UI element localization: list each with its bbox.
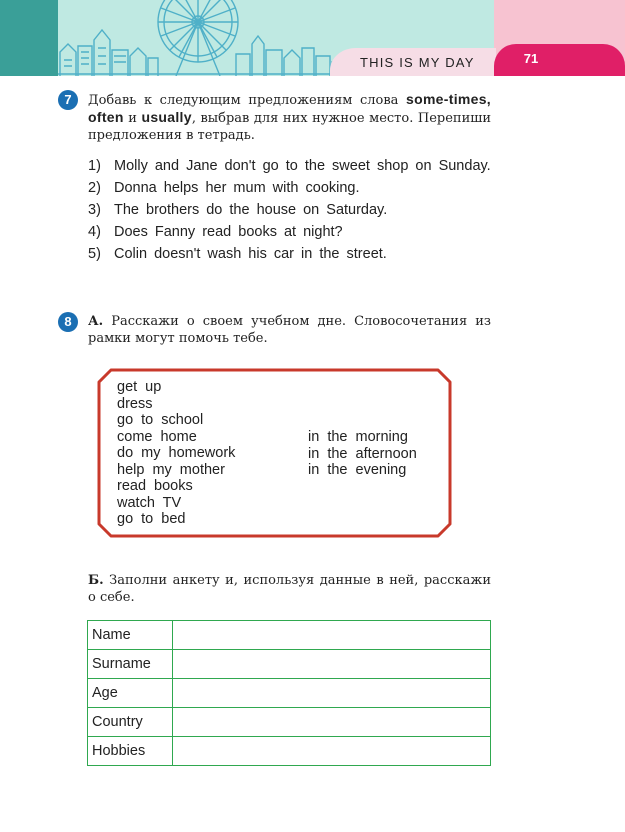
sentence-number: 4) [88, 224, 101, 240]
phrase-item: in the evening [308, 462, 407, 478]
table-row [88, 650, 491, 679]
task-7-instruction [88, 91, 491, 144]
task-8a-instruction [88, 313, 491, 347]
task-8b-instruction [88, 572, 491, 606]
sentence-number: 5) [88, 246, 101, 262]
task-7-sentences [88, 158, 492, 268]
sentence-item [88, 158, 492, 175]
phrase-item: in the morning [308, 429, 408, 445]
country-field[interactable] [173, 708, 491, 737]
chapter-title: THIS IS MY DAY [360, 55, 475, 70]
hobbies-field[interactable] [173, 737, 491, 766]
instruction-text: и [123, 111, 142, 126]
phrase-item: in the afternoon [308, 445, 417, 462]
phrase-item: help my mother [117, 461, 225, 478]
sentence-item [88, 202, 492, 219]
sentence-number: 2) [88, 180, 101, 196]
phrase-item: dress [117, 395, 153, 412]
phrase-item: go to bed [117, 511, 186, 527]
sentence-number: 1) [88, 158, 101, 174]
sentence-text: Molly and Jane don't go to the sweet shop on Sunday. [114, 158, 491, 174]
phrase-item: go to school [117, 412, 204, 428]
page-number: 71 [523, 51, 539, 66]
keyword-often: often [88, 109, 124, 125]
instruction-text: Добавь к следующим предложениям слова [88, 93, 406, 108]
name-field[interactable] [173, 621, 491, 650]
sentence-number: 3) [88, 202, 101, 218]
sentence-text: Colin doesn't wash his car in the street. [114, 246, 387, 262]
field-label: Age [88, 679, 173, 708]
part-b-text: Заполни анкету и, используя данные в ней, расскажи о себе. [88, 573, 491, 605]
task-7-badge: 7 [58, 90, 78, 110]
ferris-wheel-icon [158, 0, 238, 76]
sentence-item [88, 224, 492, 241]
field-label: Country [88, 708, 173, 737]
part-a-text: Расскажи о своем учебном дне. Словосочетания из рамки могут помочь тебе. [88, 314, 491, 346]
buildings-icon [58, 30, 358, 76]
phrase-list-activities [117, 379, 235, 528]
sentence-text: Donna helps her mum with cooking. [114, 180, 360, 196]
sentence-item [88, 246, 492, 263]
phrase-item: read books [117, 478, 193, 494]
field-label: Surname [88, 650, 173, 679]
surname-field[interactable] [173, 650, 491, 679]
task-8-badge: 8 [58, 312, 78, 332]
field-label: Hobbies [88, 737, 173, 766]
table-row [88, 621, 491, 650]
header-teal-band [0, 0, 58, 76]
city-skyline-illustration [58, 0, 358, 76]
phrase-item: watch TV [117, 494, 182, 511]
part-b-label: Б. [88, 573, 104, 588]
page-header [0, 0, 625, 78]
phrase-item: come home [117, 428, 197, 445]
keyword-usually: usually [141, 109, 192, 125]
phrase-list-times [308, 429, 417, 479]
table-row [88, 708, 491, 737]
questionnaire-table [87, 620, 491, 766]
table-row [88, 679, 491, 708]
keyword-sometimes: some-times, [406, 91, 491, 107]
sentence-text: Does Fanny read books at night? [114, 224, 343, 240]
phrase-item: get up [117, 379, 162, 395]
field-label: Name [88, 621, 173, 650]
sentence-item [88, 180, 492, 197]
table-row [88, 737, 491, 766]
phrase-item: do my homework [117, 445, 236, 461]
sentence-text: The brothers do the house on Saturday. [114, 202, 388, 218]
age-field[interactable] [173, 679, 491, 708]
part-a-label: А. [88, 314, 104, 329]
instruction-text: , выбрав для них нужное место. Перепиши предложения в тетрадь. [88, 111, 491, 143]
